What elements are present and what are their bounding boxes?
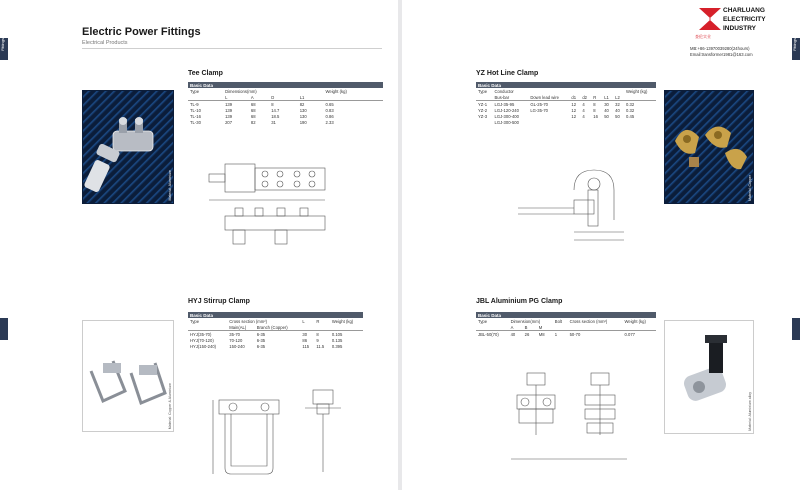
table-row: HYJ(35-70) 35-70 6-35 30 8 0.105 xyxy=(190,331,343,337)
page-subtitle: Electrical Products xyxy=(82,40,128,46)
side-tab xyxy=(792,318,800,340)
jbl-clamp-drawing xyxy=(507,365,637,470)
side-tab xyxy=(0,318,8,340)
contact-email: Email:transformer1981@163.com xyxy=(690,52,753,57)
yz-clamp-table: Basic Data Type Conductor Weight (kg) Bus-bar Down lead wire d1 d2 R L1 L2 YZ-1 LGJ-35-95 GL-25-70 12 4 8 30 32 0.32 YZ-2 LGJ-120-240 LG-35-70 12 4 8 40 40 0.32 YZ-3 LGJ-300-400 12 4 16 50 50 0.45 LGJ-300-500 xyxy=(476,82,656,125)
table-row: YZ-2 LGJ-120-240 LG-35-70 12 4 8 40 40 0.32 xyxy=(478,107,635,113)
hyj-clamp-title: HYJ Stirrup Clamp xyxy=(188,298,250,305)
hyj-clamp-photo: Material: Copper & Aluminium xyxy=(82,320,174,432)
brand-logo-icon xyxy=(695,4,725,34)
divider xyxy=(82,48,382,49)
yz-clamp-title: YZ Hot Line Clamp xyxy=(476,70,539,77)
contact-info xyxy=(690,46,753,58)
contact-phone: MB:+86-13970039280(24hours) xyxy=(690,46,750,51)
table-row: HYJ(70-120) 70-120 6-35 86 9 0.135 xyxy=(190,337,343,343)
side-tab: Fittings xyxy=(792,38,800,60)
table-row: JBL-50(70) 40 26 M8 1 50-70 0.077 xyxy=(478,331,636,337)
jbl-clamp-title: JBL Aluminium PG Clamp xyxy=(476,298,563,305)
yz-clamp-photo: Material: Copper xyxy=(664,90,754,204)
brand-chinese-name: 查伦实业 xyxy=(695,34,711,39)
hyj-clamp-table: Basic Data Type Cross section (mm²) L R Weight (kg) Main(AL) Branch (Copper) HYJ(35-70) 35-70 6-35 30 8 0.105 HYJ(70-120) 70-120 6-35 86 9 0.135 HYJ(150-240) 150-240 6-35 115 11.5 0.395 xyxy=(188,312,363,349)
table-row: HYJ(150-240) 150-240 6-35 115 11.5 0.395 xyxy=(190,343,343,349)
jbl-clamp-table: Basic Data Type Dimension(mm) Bolt Cross section (mm²) Weight (kg) A B M JBL-50(70) 40 26 M8 1 50-70 0.077 xyxy=(476,312,656,337)
yz-clamp-image xyxy=(665,91,753,203)
page-title: Electric Power Fittings xyxy=(82,26,201,38)
hyj-clamp-drawing xyxy=(205,380,355,480)
tee-clamp-table: Basic Data Type Dimensions(mm) Weight (kg) L A D L1 TL-9 139 68 8 82 0.65 TL-10 139 68 14.7 130 0.83 TL-16 139 68 18.5 130 0.86 TL-30 207 82 31 190 2.33 xyxy=(188,82,383,125)
table-row: YZ-1 LGJ-35-95 GL-25-70 12 4 8 30 32 0.32 xyxy=(478,101,635,107)
jbl-clamp-photo: Material: Aluminium alloy xyxy=(664,320,754,434)
tee-clamp-drawing xyxy=(205,160,335,255)
left-page xyxy=(0,0,398,490)
tee-clamp-title: Tee Clamp xyxy=(188,70,223,77)
brand-name: CHARLUANG ELECTRICITY INDUSTRY xyxy=(723,7,766,32)
table-row: TL-10 139 68 14.7 130 0.83 xyxy=(190,107,334,113)
table-row: LGJ-300-500 xyxy=(494,119,519,125)
yz-clamp-drawing xyxy=(514,160,644,250)
table-row: TL-16 139 68 18.5 130 0.86 xyxy=(190,113,334,119)
jbl-clamp-image xyxy=(665,321,753,433)
right-page xyxy=(402,0,800,490)
side-tab: Fittings xyxy=(0,38,8,60)
table-row: TL-30 207 82 31 190 2.33 xyxy=(190,119,334,125)
tee-clamp-image xyxy=(83,91,173,203)
table-row: TL-9 139 68 8 82 0.65 xyxy=(190,101,334,107)
tee-clamp-photo: Material: Aluminium xyxy=(82,90,174,204)
table-row: YZ-3 LGJ-300-400 12 4 16 50 50 0.45 xyxy=(478,113,635,119)
hyj-clamp-image xyxy=(83,321,173,431)
